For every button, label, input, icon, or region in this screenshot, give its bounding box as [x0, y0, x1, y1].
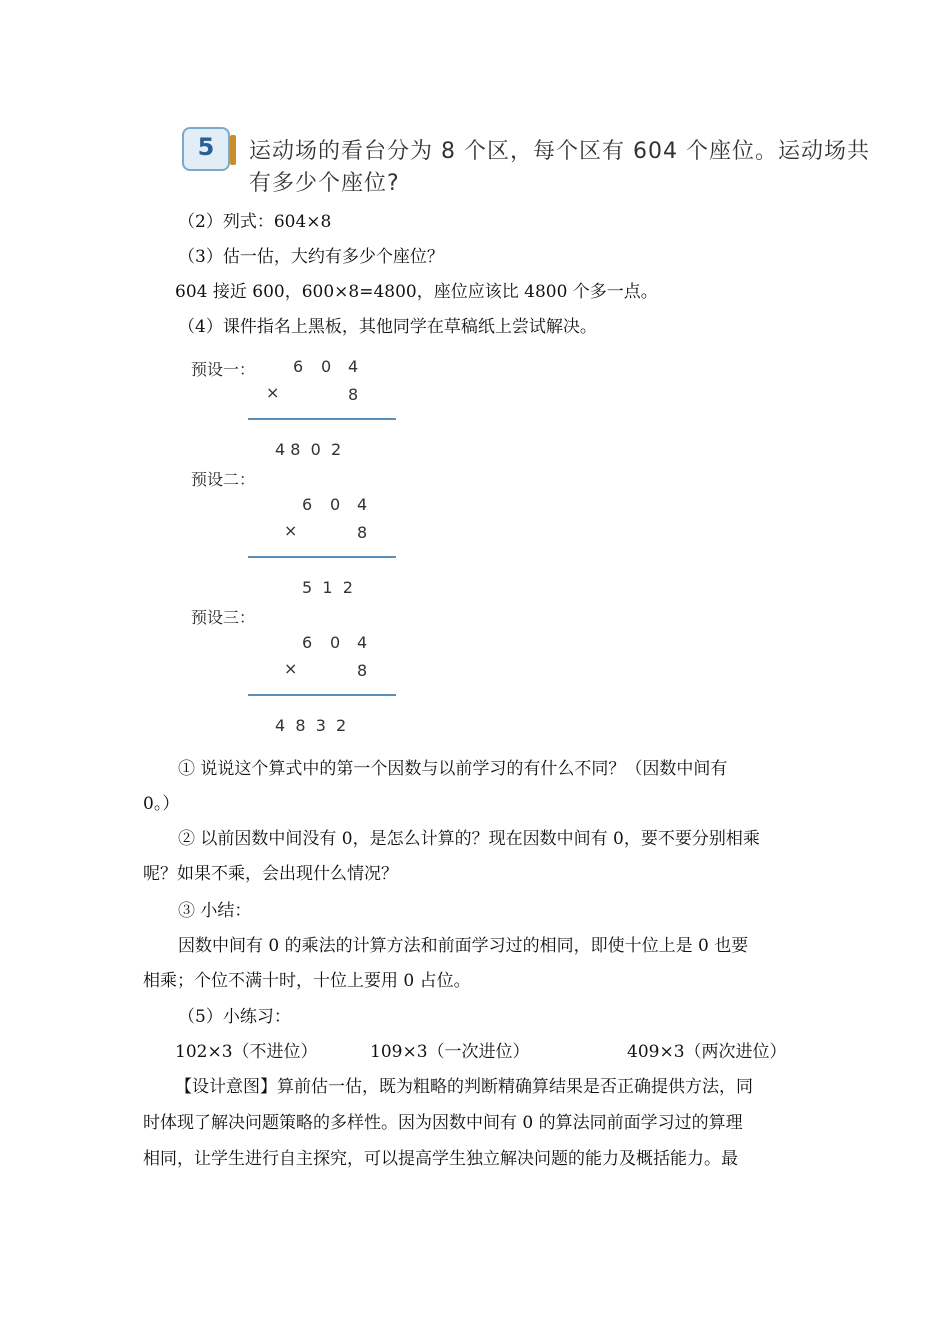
- preset-1-times-sign: ×: [266, 383, 280, 402]
- preset-2-result: 5 1 2: [302, 578, 353, 597]
- step-3: （3）估一估，大约有多少个座位？: [178, 247, 444, 267]
- preset-2-rule: [248, 556, 396, 558]
- preset-1-rule: [248, 418, 396, 420]
- design-intent-line-3: 相同，让学生进行自主探究，可以提高学生独立解决问题的能力及概括能力。最: [143, 1149, 738, 1169]
- exercise-2: 109×3（一次进位）: [370, 1042, 530, 1062]
- preset-2-digit-ones: 4: [357, 495, 368, 514]
- preset-3-label: 预设三：: [191, 608, 256, 627]
- question-1-line-1: ① 说说这个算式中的第一个因数与以前学习的有什么不同？（因数中间有: [178, 759, 728, 779]
- example-number-badge: [182, 127, 230, 171]
- preset-1-result: 4 8 0 2: [275, 440, 342, 459]
- preset-3-digit-ones: 4: [357, 633, 368, 652]
- question-2-line-2: 呢？如果不乘，会出现什么情况？: [143, 864, 398, 884]
- preset-3-digit-hundreds: 6: [302, 633, 313, 652]
- preset-2-digit-hundreds: 6: [302, 495, 313, 514]
- summary-line-1: 因数中间有 0 的乘法的计算方法和前面学习过的相同，即使十位上是 0 也要: [178, 936, 749, 956]
- step-4: （4）课件指名上黑板，其他同学在草稿纸上尝试解决。: [178, 317, 597, 337]
- example-number: 5: [197, 133, 215, 161]
- preset-2-label: 预设二：: [191, 470, 256, 489]
- design-intent-line-1: 【设计意图】算前估一估，既为粗略的判断精确算结果是否正确提供方法，同: [175, 1077, 753, 1097]
- question-2-line-1: ② 以前因数中间没有 0，是怎么计算的？现在因数中间有 0，要不要分别相乘: [178, 829, 760, 849]
- preset-3-result: 4 8 3 2: [275, 716, 347, 735]
- summary-heading: ③ 小结：: [178, 901, 252, 921]
- preset-3-multiplier: 8: [357, 661, 368, 680]
- estimation: 604 接近 600，600×8=4800，座位应该比 4800 个多一点。: [175, 282, 658, 302]
- preset-3-rule: [248, 694, 396, 696]
- exercise-3: 409×3（两次进位）: [627, 1042, 787, 1062]
- step-5: （5）小练习：: [178, 1007, 291, 1027]
- problem-line-1: 运动场的看台分为 8 个区，每个区有 604 个座位。运动场共: [249, 139, 870, 164]
- preset-1-multiplier: 8: [348, 385, 359, 404]
- summary-line-2: 相乘；个位不满十时，十位上要用 0 占位。: [143, 971, 471, 991]
- preset-2-digit-tens: 0: [330, 495, 341, 514]
- preset-1-digit-ones: 4: [348, 357, 359, 376]
- badge-tab: [230, 135, 236, 165]
- question-1-line-2: 0。）: [143, 794, 180, 814]
- preset-3-times-sign: ×: [284, 659, 298, 678]
- preset-2-multiplier: 8: [357, 523, 368, 542]
- preset-2-times-sign: ×: [284, 521, 298, 540]
- preset-1-digit-tens: 0: [321, 357, 332, 376]
- problem-line-2: 有多少个座位?: [249, 171, 400, 196]
- step-2: （2）列式：604×8: [178, 212, 332, 232]
- preset-1-digit-hundreds: 6: [293, 357, 304, 376]
- preset-1-label: 预设一：: [191, 360, 256, 379]
- exercise-1: 102×3（不进位）: [175, 1042, 318, 1062]
- preset-3-digit-tens: 0: [330, 633, 341, 652]
- design-intent-line-2: 时体现了解决问题策略的多样性。因为因数中间有 0 的算法同前面学习过的算理: [143, 1113, 743, 1133]
